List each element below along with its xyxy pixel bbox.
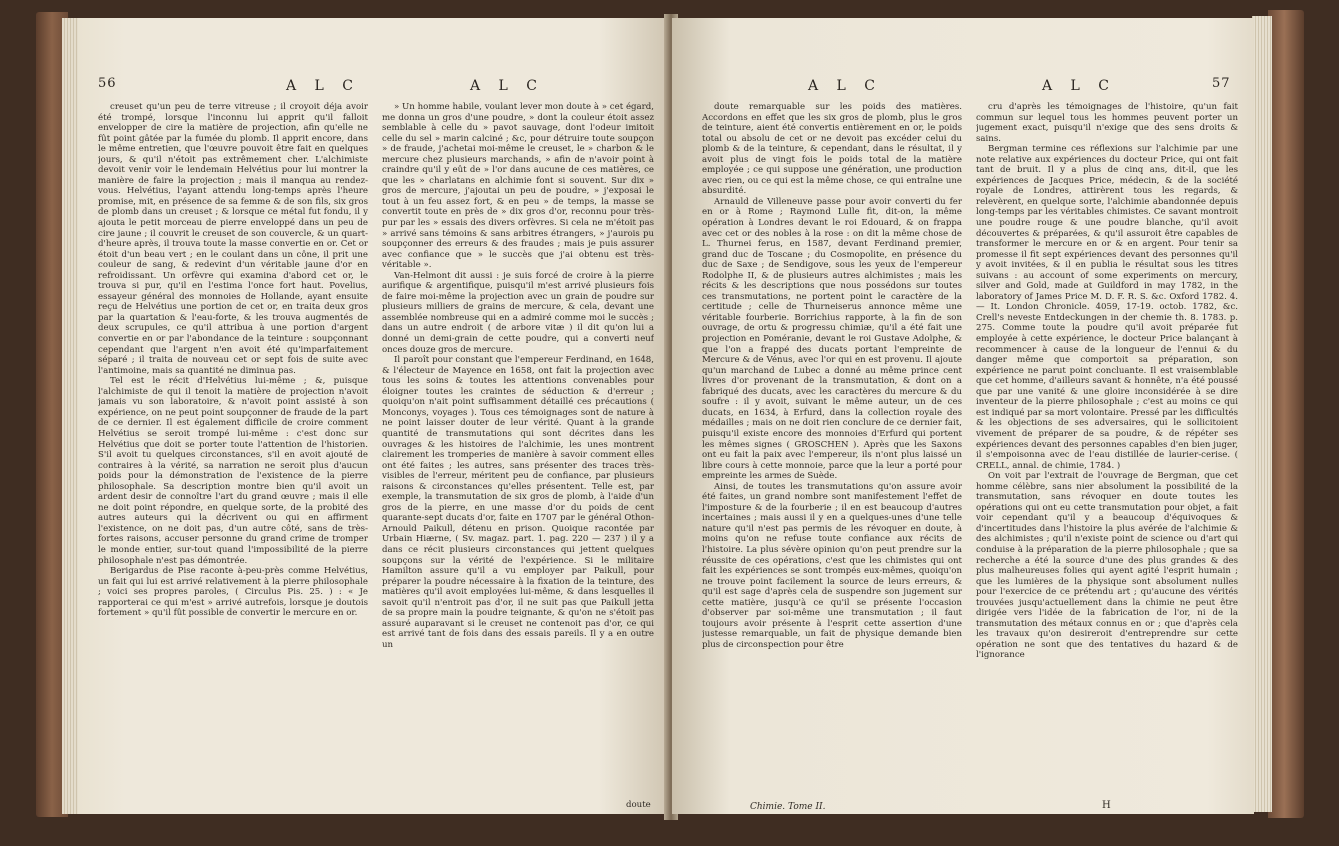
paragraph: Bergman termine ces réflexions sur l'alchimie par une note relative aux expériences du docteur Price, qui ont fait tant de bruit. Il y a plus de cinq ans, dit-il, que les expériences de Jacques Price, médecin, & de la société royale de Londres, attirèrent tous les regards, & relevèrent, en quelque sorte, l'alchimie abandonnée depuis long-temps par les véritables chimistes. Ce savant montroit une poudre rouge & une poudre blanche, qu'il avoit découvertes & préparées, & qu'il assuroit être capables de transformer le mercure en or & en argent. Pour tenir sa promesse il fit sept expériences devant des personnes qu'il y avoit invitées, & il en publia le résultat sous les titres suivans : au account of some experiments on mercury, silver and Gold, made at Guildford in may 1782, in the laboratory of James Price M. D. F. R. S. &c. Oxford 1782. 4. — It. London Chronicle. 4059, 17-19. octob. 1782, &c. Crell's neveste Entdeckungen in der chemie th. 8. 1783. p. 275. Comme toute la poudre qu'il avoit préparée fut employée à cette expérience, le docteur Price balançant à recommencer à cause de la longueur de l'ennui & du danger même que comportoit sa préparation, son expérience ne parut point concluante. Il est vraisemblable que cet homme, d'ailleurs savant & honnête, n'a été poussé que par une vanité & une gloire inconsidérée à se dire inventeur de la pierre philosophale ; c'est au moins ce qui est indiqué par sa mort volontaire. Pressé par les difficultés & les objections de ses adversaires, qui le sollicitoient vivement de préparer de sa poudre, & de répéter ses expériences devant des personnes capables d'en bien juger, il s'empoisonna avec de l'eau distillée de laurier-cerise. ( CRELL, annal. de chimie, 1784. )	[976, 144, 1238, 471]
running-head-left-2: A L C	[470, 78, 545, 94]
book-cover-right	[1268, 10, 1304, 818]
left-page-column-2	[382, 102, 654, 802]
paragraph: Ainsi, de toutes les transmutations qu'on assure avoir été faites, un grand nombre sont manifestement l'effet de l'imposture & de la fourberie ; il en est beaucoup d'autres incertaines ; mais aussi il y en a quelques-unes d'une telle nature qu'il n'est pas permis de les révoquer en doute, à moins qu'on ne refuse toute confiance aux récits de l'histoire. La plus sévère opinion qu'on peut prendre sur la réussite de ces opérations, c'est que les chimistes qui ont fait les expériences se sont trompés eux-mêmes, quoiqu'on ne trouve point facilement la source de leurs erreurs, & qu'il est sage d'après cela de suspendre son jugement sur cette matière, jusqu'à ce qu'il se présente l'occasion d'observer par soi-même une transmutation ; il faut toujours avoir présente à l'esprit cette assertion d'une justesse remarquable, un fait de physique demande bien plus de circonspection pour être	[702, 481, 962, 650]
running-head-right: A L C	[808, 78, 883, 94]
page-edges-right	[1252, 16, 1272, 812]
paragraph: Arnauld de Villeneuve passe pour avoir converti du fer en or à Rome ; Raymond Lulle fit, dit-on, la même opération à Londres devant le roi Edouard, & on frappa avec cet or des nobles à la rose : on dit la même chose de L. Thurnei ferus, en 1587, devant Ferdinand premier, grand duc de Toscane ; du Cosmopolite, en présence du duc de Saxe ; de Sendigove, sous les yeux de l'empereur Rodolphe II, & de plusieurs autres alchimistes ; mais les récits & les descriptions que nous possédons sur toutes ces transmutations, ne portent point le caractère de la certitude ; celle de Thurneiserus annonce même une véritable fourberie. Borrichius rapporte, à la fin de son ouvrage, de ortu & progressu chimiæ, qu'il a été fait une projection en Poméranie, devant le roi Gustave Adolphe, & que l'on a frappé des ducats portant l'empreinte de Mercure & de Vénus, avec l'or qui en est provenu. Il ajoute qu'un marchand de Lubec a donné au même prince cent livres d'or provenant de la transmutation, & dont on a fabriqué des ducats, avec les caractères du mercure & du soufre : il y avoit, suivant le même auteur, un de ces ducats, en 1634, à Erfurd, dans la collection royale des médailles ; mais on ne doit rien conclure de ce dernier fait, puisqu'il existe encore des monnoies d'Erfurd qui portent les mêmes signes ( GROSCHEN ). Après que les Saxons ont eu fait la paix avec l'empereur, ils n'ont plus laissé un libre cours à cette monnoie, parce que la leur a porté pour empreinte les armes de Suède.	[702, 196, 962, 482]
right-page-column-1	[702, 102, 962, 802]
paragraph: On voit par l'extrait de l'ouvrage de Bergman, que cet homme célèbre, sans nier absolument la possibilité de la transmutation, sans révoquer en doute toutes les opérations qui ont eu cette transmutation pour objet, a fait voir cependant qu'il y a beaucoup d'équivoques & d'incertitudes dans l'histoire la plus avérée de l'alchimie & des alchimistes ; qu'il n'existe point de science ou d'art qui conduise à la préparation de la pierre philosophale ; que sa recherche a été la source d'une des plus grandes & des plus malheureuses folies qui ayent agité l'esprit humain ; que les lumières de la physique sont absolument nulles pour l'exercice de ce prétendu art ; qu'aucune des vérités trouvées jusqu'actuellement dans la chimie ne peut être dirigée vers l'idée de la fabrication de l'or, ni de la transmutation des métaux connus en or ; que d'après cela les travaux qu'on desireroit d'entreprendre sur cette opération ne sont que des tentatives du hazard & de l'ignorance	[976, 471, 1238, 661]
running-head-left: A L C	[286, 78, 361, 94]
right-page-column-2	[976, 102, 1238, 802]
paragraph: Tel est le récit d'Helvétius lui-même ; &, puisque l'alchimiste de qui il tenoit la matière de projection n'avoit jamais vu son laboratoire, & n'avoit point assisté à son expérience, on ne peut point soupçonner de fraude de la part de ce dernier. Il est également difficile de croire comment Helvétius se seroit trompé lui-même : c'est donc sur Helvétius que doit se porter toute l'attention de l'historien. S'il avoit tu quelques circonstances, s'il en avoit ajouté de contraires à la vérité, sa narration ne seroit plus d'aucun poids pour la démonstration de l'existence de la pierre philosophale. Sa description montre bien qu'il avoit un ardent desir de connoître l'art du grand œuvre ; mais il elle ne doit point répondre, en quelque sorte, de la probité des autres auteurs qui la décrivent ou qui en affirment l'existence, on ne doit pas, d'un autre côté, sans de très-fortes raisons, accuser personne du grand crime de tromper le monde entier, sur-tout quand l'impossibilité de la pierre philosophale n'est pas démontrée.	[98, 376, 368, 566]
signature-mark: H	[1102, 800, 1111, 811]
running-head-right-2: A L C	[1042, 78, 1117, 94]
paragraph: » Un homme habile, voulant lever mon doute à » cet égard, me donna un gros d'une poudre, » dont la couleur étoit assez semblable à celle du » pavot sauvage, dont l'odeur imitoit celle du sel » marin calciné ; &c, pour détruire toute soupçon » de fraude, j'achetai moi-même le creuset, le » charbon & le mercure chez plusieurs marchands, » afin de n'avoir point à craindre qu'il y eût de » l'or dans aucune de ces matières, ce que les » charlatans en alchimie font si souvent. Sur dix » gros de mercure, j'ajoutai un peu de poudre, » j'exposai le tout à un feu assez fort, & en peu » de temps, la masse se convertit toute en près de » dix gros d'or, reconnu pour très-pur par les » essais des divers orfèvres. Si cela ne m'étoit pas » arrivé sans témoins & sans arbitres étrangers, » j'aurois pu soupçonner des erreurs & des fraudes ; mais je puis assurer avec confiance que » le succès que j'ai obtenu est très-véritable ».	[382, 102, 654, 271]
paragraph: doute remarquable sur les poids des matières. Accordons en effet que les six gros de plomb, plus le gros de teinture, aient été convertis entièrement en or, le poids total ou absolu de cet or ne devoit pas excéder celui du plomb & de la teinture, & cependant, dans le résultat, il y avoit plus de vingt fois le poids total de la matière employée ; ce qui suppose une génération, une production avec rien, ou ce qui est la même chose, ce qui entraîne une absurdité.	[702, 102, 962, 197]
catchword: doute	[626, 800, 651, 810]
volume-footer: Chimie. Tome II.	[750, 802, 826, 812]
paragraph: Berigardus de Pise raconte à-peu-près comme Helvétius, un fait qui lui est arrivé relativement à la pierre philosophale ; voici ses propres paroles, ( Circulus Pis. 25. ) : « Je rapporterai ce qui m'est » arrivé autrefois, lorsque je doutois fortement » qu'il fût possible de convertir le mercure en or.	[98, 566, 368, 619]
right-page	[672, 18, 1254, 814]
paragraph: Il paroît pour constant que l'empereur Ferdinand, en 1648, & l'électeur de Mayence en 1658, ont fait la projection avec tous les soins & toutes les attentions convenables pour éloigner toutes les craintes de séduction & d'erreur ; quoiqu'on n'ait point suffisamment détaillé ces précautions ( Monconys, voyages ). Tous ces témoignages sont de nature à ne point laisser douter de leur vérité. Quant à la grande quantité de transmutations qui sont décrites dans les ouvrages & les histoires de l'alchimie, les unes montrent clairement les tromperies de manière à savoir comment elles ont été faites ; les autres, sans présenter des traces très-visibles de l'erreur, méritent peu de confiance, par plusieurs raisons & circonstances qu'elles présentent. Telle est, par exemple, la transmutation de six gros de plomb, à l'aide d'un gros de la pierre, en une masse d'or du poids de cent quarante-sept ducats d'or, faite en 1707 par le général Othon-Arnould Paikull, détenu en prison. Quoique racontée par Urbain Hiærne, ( Sv. magaz. part. 1. pag. 220 — 237 ) il y a dans ce récit plusieurs circonstances qui jettent quelques soupçons sur la vérité de l'expérience. Si le militaire Hamilton assure qu'il a vu employer par Paikull, pour préparer la poudre nécessaire à la fixation de la teinture, des matières qu'il avoit employées lui-même, & dans lesquelles il savoit qu'il n'entroit pas d'or, il ne suit pas que Paikull jetta de sa propre main la poudre teignante, & qu'on ne s'étoit pas assuré auparavant si le creuset ne contenoit pas d'or, ce qui est arrivé tant de fois dans des essais pareils. Il y a en outre un	[382, 355, 654, 650]
left-page	[78, 18, 670, 814]
page-number-right: 57	[1212, 76, 1231, 91]
paragraph: cru d'après les témoignages de l'histoire, qu'un fait commun sur lequel tous les hommes peuvent porter un jugement exact, puisqu'il n'exige que des sens droits & sains.	[976, 102, 1238, 144]
paragraph: creuset qu'un peu de terre vitreuse ; il croyoit déja avoir été trompé, lorsque l'inconnu lui apprit qu'il falloit envelopper de cire la matière de projection, afin qu'elle ne fût point gâtée par la fumée du plomb. Il apprit encore, dans le même entretien, que l'œuvre pouvoit être fait en quelques jours, & qu'il n'étoit pas extrêmement cher. L'alchimiste devoit venir voir le lendemain Helvétius pour lui montrer la manière de faire la projection ; mais il manqua au rendez-vous. Helvétius, l'ayant attendu long-temps après l'heure promise, mit, en présence de sa femme & de son fils, six gros de plomb dans un creuset ; & lorsque ce métal fut fondu, il y ajouta le petit morceau de pierre enveloppé dans un peu de cire jaune ; il couvrit le creuset de son couvercle, & un quart-d'heure après, il trouva toute la masse convertie en or. Cet or étoit d'un beau vert ; en le coulant dans un cône, il prit une couleur de sang, & redevint d'un véritable jaune d'or en refroidissant. Un orfèvre qui examina d'abord cet or, le trouva si pur, qu'il en l'estima l'once fort haut. Povelius, essayeur général des monnoies de Hollande, ayant ensuite reçu de Helvétius une portion de cet or, en traita deux gros par la quartation & l'eau-forte, & les trouva augmentés de deux scrupules, ce qu'il attribua à une portion d'argent convertie en or par l'abondance de la teinture : soupçonnant cependant que l'argent n'en avoit été qu'imparfaitement séparé ; il traita de nouveau cet or sept fois de suite avec l'antimoine, mais sa quantité ne diminua pas.	[98, 102, 368, 376]
paragraph: Van-Helmont dit aussi : je suis forcé de croire à la pierre aurifique & argentifique, puisqu'il m'est arrivé plusieurs fois de faire moi-même la projection avec un grain de poudre sur plusieurs milliers de grains de mercure, & cela, devant une assemblée nombreuse qui en a admiré comme moi le succès ; dans un autre endroit ( de arbore vitæ ) il dit qu'on lui a donné un demi-grain de cette poudre, qui a converti neuf onces douze gros de mercure.	[382, 270, 654, 355]
left-page-column-1	[98, 102, 368, 802]
page-number-left: 56	[98, 76, 117, 91]
